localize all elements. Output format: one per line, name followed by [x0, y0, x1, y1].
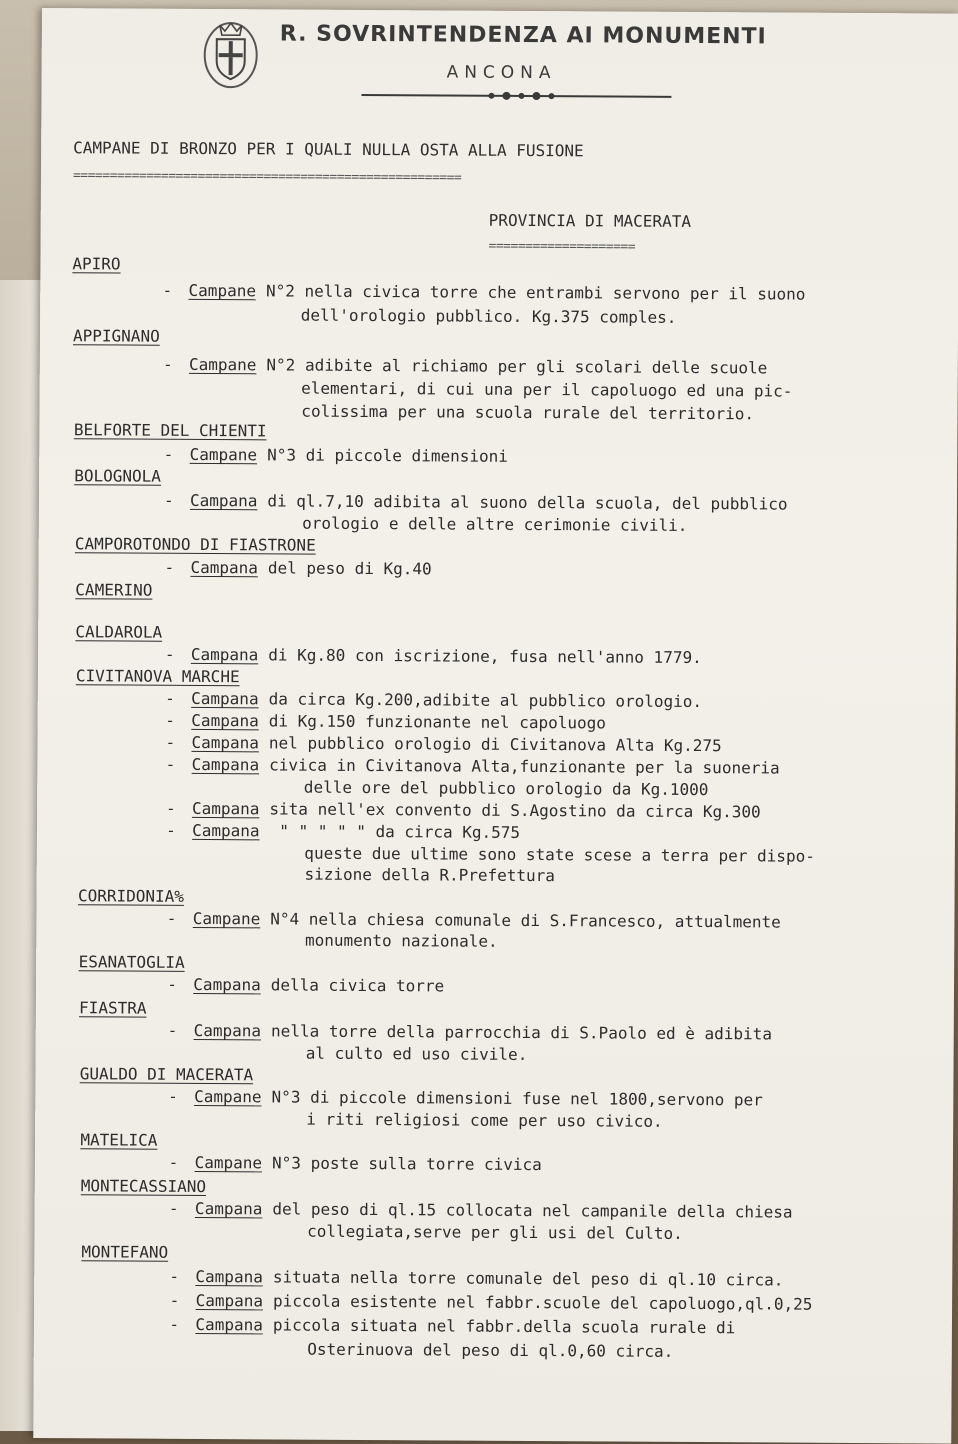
entry-keyword: Campana: [195, 1290, 264, 1311]
office-name: R. SOVRINTENDENZA AI MONUMENTI: [279, 21, 767, 50]
town-heading: [74, 466, 161, 487]
entry-dash: -: [165, 754, 176, 774]
entry-text: N°3 poste sulla torre civica: [272, 1153, 542, 1175]
bell-entry: [165, 689, 702, 712]
town-name: FIASTRA: [79, 998, 147, 1018]
province-rule: ====================: [488, 238, 636, 255]
entry-keyword: Campana: [192, 820, 260, 841]
bell-entry: [167, 909, 781, 933]
bell-entry: [169, 1315, 735, 1338]
entry-keyword: Campana: [194, 1198, 263, 1219]
town-name: MONTECASSIANO: [80, 1176, 207, 1197]
entry-text: N°3 di piccole dimensioni fuse nel 1800,servono per: [271, 1087, 763, 1110]
entry-keyword: Campana: [191, 710, 259, 731]
entry-dash: -: [169, 1290, 180, 1310]
entry-text: piccola esistente nel fabbr.scuole del capoluogo,ql.0,25: [272, 1291, 813, 1314]
entry-text: del peso di Kg.40: [267, 558, 432, 579]
town-heading: [81, 1242, 168, 1263]
bell-entry: [169, 1199, 793, 1223]
entry-continuation: sizione della R.Prefettura: [304, 864, 556, 886]
town-name: GUALDO DI MACERATA: [79, 1064, 254, 1085]
entry-keyword: Campane: [194, 1086, 262, 1107]
entry-continuation: orologio e delle altre cerimonie civili.: [302, 513, 688, 535]
entry-continuation: Osterinuova del peso di ql.0,60 circa.: [307, 1339, 674, 1361]
entry-dash: -: [165, 732, 176, 752]
entry-keyword: Campana: [190, 644, 259, 665]
entry-dash: -: [166, 908, 177, 928]
entry-keyword: Campana: [191, 754, 260, 775]
bell-entry: [167, 975, 444, 997]
entry-dash: -: [168, 1198, 179, 1218]
entry-text: situata nella torre comunale del peso di ql.10 circa.: [272, 1267, 784, 1290]
entry-text: N°2 nella civica torre che entrambi servono per il suono: [265, 281, 806, 304]
town-heading: [78, 886, 184, 907]
entry-dash: -: [165, 688, 175, 708]
entry-text: del peso di ql.15 collocata nel campanile della chiesa: [272, 1199, 793, 1222]
ornamental-rule: [361, 88, 671, 104]
town-heading: [72, 254, 120, 274]
town-name: BELFORTE DEL CHIENTI: [73, 420, 267, 441]
entry-keyword: Campana: [193, 1020, 262, 1041]
town-heading: [75, 534, 316, 555]
entry-dash: -: [164, 644, 175, 664]
bell-entry: [164, 445, 508, 467]
bell-entry: [170, 1291, 813, 1315]
province-heading: PROVINCIA DI MACERATA: [488, 210, 692, 231]
town-name: CALDAROLA: [75, 622, 163, 642]
town-name: MONTEFANO: [81, 1242, 169, 1262]
entry-dash: -: [167, 974, 178, 994]
title-rule: =====================================================: [72, 168, 462, 186]
entry-continuation: dell'orologio pubblico. Kg.375 comples.: [300, 305, 677, 327]
town-heading: [79, 952, 185, 973]
entry-continuation: collegiata,serve per gli usi del Culto.: [307, 1221, 683, 1243]
document-sheet: [33, 8, 958, 1444]
town-name: ESANATOGLIA: [78, 952, 185, 972]
entry-continuation: i riti religiosi come per uso civico.: [306, 1109, 663, 1131]
entry-continuation: colissima per una scuola rurale del territorio.: [301, 401, 755, 424]
town-name: CAMPOROTONDO DI FIASTRONE: [74, 534, 316, 555]
entry-dash: -: [169, 1314, 180, 1334]
bell-entry: [169, 1153, 542, 1175]
bell-entry: [166, 799, 761, 823]
entry-dash: -: [163, 490, 174, 510]
entry-keyword: Campane: [188, 280, 257, 301]
entry-dash: -: [168, 1086, 178, 1106]
entry-keyword: Campane: [192, 908, 261, 929]
entry-dash: -: [165, 798, 176, 818]
entry-text: nel pubblico orologio di Civitanova Alta Kg.275: [268, 733, 722, 756]
town-name: APPIGNANO: [72, 326, 160, 346]
entry-keyword: Campane: [188, 354, 257, 375]
entry-text: " " " " " da circa Kg.575: [269, 821, 521, 842]
entry-keyword: Campana: [190, 557, 258, 578]
entry-text: civica in Civitanova Alta,funzionante per la suoneria: [269, 755, 780, 778]
bell-entry: [166, 755, 780, 779]
town-name: CIVITANOVA MARCHE: [75, 666, 240, 687]
bell-entry: [165, 711, 606, 734]
town-heading: [76, 666, 240, 687]
crest-icon: [201, 11, 259, 91]
entry-keyword: Campana: [193, 974, 261, 995]
town-name: CORRIDONIA%: [77, 886, 185, 906]
entry-text: piccola situata nel fabbr.della scuola rurale di: [272, 1315, 736, 1338]
bell-entry: [168, 1087, 763, 1111]
entry-dash: -: [163, 444, 174, 464]
entry-text: nella torre della parrocchia di S.Paolo ed è adibita: [271, 1021, 773, 1044]
entry-text: della civica torre: [270, 975, 445, 996]
entry-keyword: Campana: [191, 732, 260, 753]
entry-keyword: Campana: [191, 688, 259, 709]
entry-dash: -: [162, 280, 173, 300]
entry-keyword: Campana: [195, 1266, 263, 1287]
entry-dash: -: [162, 354, 173, 374]
document-title: CAMPANE DI BRONZO PER I QUALI NULLA OSTA ALLA FUSIONE: [73, 138, 584, 161]
office-city: ANCONA: [446, 62, 557, 84]
bell-entry: [165, 733, 721, 756]
entry-keyword: Campana: [191, 798, 260, 819]
entry-text: N°2 adibite al richiamo per gli scolari delle scuole: [266, 355, 768, 378]
entry-keyword: Campane: [194, 1152, 263, 1173]
town-heading: [81, 1176, 206, 1197]
entry-dash: -: [169, 1266, 180, 1286]
town-heading: [75, 622, 162, 643]
town-heading: [75, 580, 152, 600]
town-heading: [80, 1064, 254, 1085]
entry-continuation: elementari, di cui una per il capoluogo ed una pic-: [301, 378, 793, 401]
entry-keyword: Campane: [189, 444, 258, 465]
entry-text: sita nell'ex convento di S.Agostino da circa Kg.300: [269, 799, 761, 822]
entry-continuation: monumento nazionale.: [304, 930, 498, 951]
entry-dash: -: [164, 557, 175, 577]
entry-text: di Kg.150 funzionante nel capoluogo: [268, 711, 606, 733]
town-heading: [79, 998, 147, 1018]
entry-text: da circa Kg.200,adibite al pubblico orologio.: [268, 689, 703, 712]
entry-continuation: al culto ed uso civile.: [305, 1043, 528, 1064]
bell-entry: [164, 491, 788, 515]
town-heading: [74, 420, 267, 441]
entry-keyword: Campana: [189, 490, 258, 511]
bell-entry: [169, 1267, 783, 1291]
entry-keyword: Campana: [195, 1314, 263, 1335]
entry-continuation: delle ore del pubblico orologio da Kg.1000: [303, 777, 709, 800]
entry-dash: -: [165, 710, 176, 730]
entry-text: N°4 nella chiesa comunale di S.Francesco, attualmente: [270, 909, 781, 932]
town-name: CAMERINO: [75, 580, 153, 600]
entry-text: di Kg.80 con iscrizione, fusa nell'anno 1779.: [268, 645, 702, 668]
town-name: APIRO: [72, 254, 121, 274]
letterhead: [191, 9, 792, 123]
entry-continuation: queste due ultime sono state scese a terra per dispo-: [304, 843, 815, 866]
bell-entry: [164, 558, 431, 580]
entry-dash: -: [166, 820, 176, 840]
bell-entry: [163, 281, 806, 305]
bell-entry: [168, 1021, 772, 1045]
bell-entry: [166, 821, 520, 843]
entry-text: di ql.7,10 adibita al suono della scuola, del pubblico: [267, 491, 788, 514]
entry-dash: -: [167, 1020, 178, 1040]
town-name: MATELICA: [80, 1130, 158, 1150]
bell-entry: [163, 355, 767, 379]
town-name: BOLOGNOLA: [74, 466, 162, 486]
entry-dash: -: [168, 1152, 179, 1172]
bell-entry: [165, 645, 702, 668]
town-heading: [73, 326, 160, 347]
town-heading: [80, 1130, 157, 1150]
entry-text: N°3 di piccole dimensioni: [267, 445, 508, 466]
